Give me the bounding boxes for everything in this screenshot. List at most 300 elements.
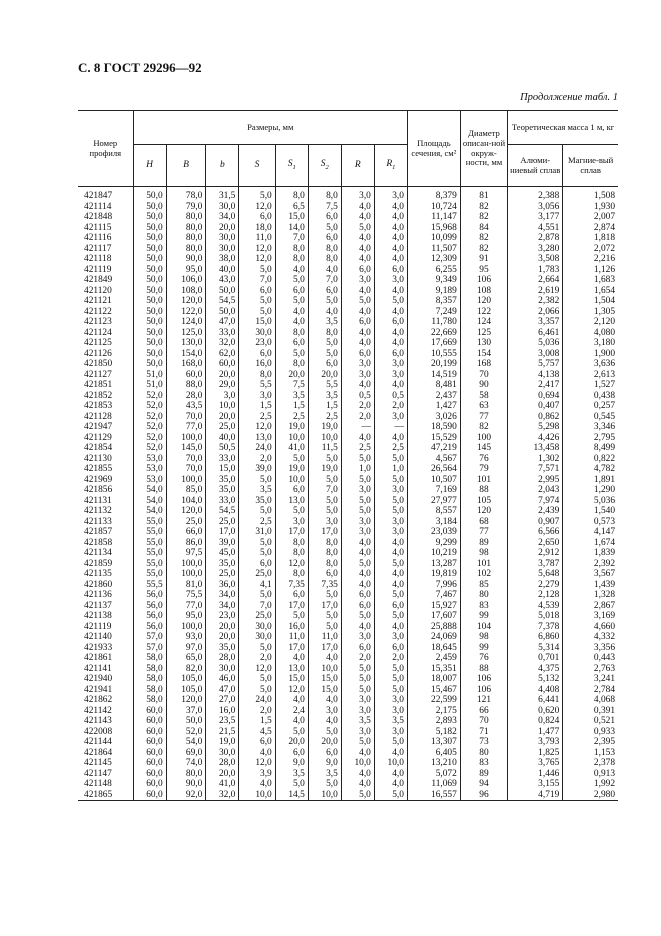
cell-area: 15,529 xyxy=(407,433,460,444)
cell-mass-magnesium: 2,392 xyxy=(563,559,618,570)
cell-mass-aluminum: 2,619 xyxy=(508,286,563,297)
cell-mass-aluminum: 2,664 xyxy=(508,275,563,286)
cell-diameter: 82 xyxy=(460,212,507,223)
cell-mass-aluminum: 2,066 xyxy=(508,307,563,318)
cell-b: 34,0 xyxy=(206,590,239,601)
cell-mass-magnesium: 2,784 xyxy=(563,685,618,696)
cell-S: 4,1 xyxy=(239,580,275,591)
cell-R: 6,0 xyxy=(341,590,374,601)
cell-b: 20,0 xyxy=(206,769,239,780)
cell-area: 10,555 xyxy=(407,349,460,360)
cell-mass-aluminum: 6,461 xyxy=(508,328,563,339)
table-row xyxy=(78,223,618,234)
cell-mass-aluminum: 2,650 xyxy=(508,538,563,549)
cell-mass-magnesium: 4,147 xyxy=(563,527,618,538)
cell-diameter: 124 xyxy=(460,317,507,328)
cell-mass-magnesium: 1,439 xyxy=(563,580,618,591)
cell-diameter: 130 xyxy=(460,338,507,349)
cell-R: 6,0 xyxy=(341,601,374,612)
cell-S1: 19,0 xyxy=(275,464,308,475)
cell-R: 0,5 xyxy=(341,391,374,402)
cell-b: 21,5 xyxy=(206,727,239,738)
cell-diameter: 66 xyxy=(460,706,507,717)
cell-S1: 8,0 xyxy=(275,187,308,202)
table-row xyxy=(78,485,618,496)
table-row xyxy=(78,758,618,769)
cell-diameter: 101 xyxy=(460,559,507,570)
cell-S1: 3,5 xyxy=(275,391,308,402)
cell-R: 4,0 xyxy=(341,622,374,633)
cell-R: 3,0 xyxy=(341,485,374,496)
cell-area: 13,287 xyxy=(407,559,460,570)
cell-b: 47,0 xyxy=(206,685,239,696)
cell-S2: 1,5 xyxy=(308,401,341,412)
cell-H: 50,0 xyxy=(133,212,166,223)
cell-mass-magnesium: 1,839 xyxy=(563,548,618,559)
cell-S: 7,0 xyxy=(239,275,275,286)
table-row xyxy=(78,391,618,402)
cell-R1: 4,0 xyxy=(374,233,407,244)
cell-b: 20,0 xyxy=(206,412,239,423)
header-S2: $S_2$ xyxy=(308,145,341,187)
cell-B: 70,0 xyxy=(166,412,206,423)
cell-area: 18,590 xyxy=(407,422,460,433)
table-row xyxy=(78,443,618,454)
cell-S1: 6,0 xyxy=(275,748,308,759)
cell-diameter: 77 xyxy=(460,527,507,538)
cell-S2: 3,0 xyxy=(308,517,341,528)
cell-B: 65,0 xyxy=(166,653,206,664)
table-row xyxy=(78,769,618,780)
cell-b: 50,0 xyxy=(206,286,239,297)
cell-H: 56,0 xyxy=(133,590,166,601)
cell-R1: 1,0 xyxy=(374,464,407,475)
table-row xyxy=(78,674,618,685)
cell-B: 120,0 xyxy=(166,506,206,517)
cell-b: 28,0 xyxy=(206,653,239,664)
cell-mass-magnesium: 1,900 xyxy=(563,349,618,360)
cell-mass-magnesium: 1,504 xyxy=(563,296,618,307)
cell-S1: 8,0 xyxy=(275,569,308,580)
cell-S2: 7,5 xyxy=(308,202,341,213)
cell-R: 4,0 xyxy=(341,307,374,318)
cell-B: 52,0 xyxy=(166,727,206,738)
cell-S1: 6,0 xyxy=(275,590,308,601)
cell-R: 3,0 xyxy=(341,370,374,381)
cell-b: 20,0 xyxy=(206,223,239,234)
cell-R1: 3,0 xyxy=(374,370,407,381)
cell-mass-aluminum: 3,765 xyxy=(508,758,563,769)
cell-H: 52,0 xyxy=(133,391,166,402)
cell-R1: 4,0 xyxy=(374,748,407,759)
table-row xyxy=(78,569,618,580)
cell-S1: 3,5 xyxy=(275,769,308,780)
cell-S2: 5,0 xyxy=(308,454,341,465)
cell-profile-number: 421125 xyxy=(84,338,112,348)
table-row xyxy=(78,307,618,318)
cell-R: 4,0 xyxy=(341,380,374,391)
cell-area: 25,888 xyxy=(407,622,460,633)
cell-profile-number: 421122 xyxy=(84,306,112,317)
cell-R: 3,0 xyxy=(341,275,374,286)
cell-mass-aluminum: 5,757 xyxy=(508,359,563,370)
cell-area: 18,645 xyxy=(407,643,460,654)
cell-S: 6,0 xyxy=(239,349,275,360)
table-row xyxy=(78,475,618,486)
cell-B: 90,0 xyxy=(166,779,206,790)
cell-profile-number: 421145 xyxy=(84,758,112,768)
cell-mass-magnesium: 2,795 xyxy=(563,433,618,444)
cell-S1: 5,0 xyxy=(275,349,308,360)
cell-R: 4,0 xyxy=(341,338,374,349)
table-row xyxy=(78,559,618,570)
cell-mass-aluminum: 5,314 xyxy=(508,643,563,654)
cell-area: 19,819 xyxy=(407,569,460,580)
cell-diameter: 168 xyxy=(460,359,507,370)
table-row xyxy=(78,233,618,244)
cell-mass-magnesium: 1,290 xyxy=(563,485,618,496)
cell-b: 40,0 xyxy=(206,265,239,276)
cell-mass-magnesium: 0,257 xyxy=(563,401,618,412)
cell-S1: 12,0 xyxy=(275,685,308,696)
cell-profile-number: 421858 xyxy=(84,537,113,548)
cell-diameter: 105 xyxy=(460,496,507,507)
cell-S2: 5,0 xyxy=(308,475,341,486)
cell-b: 35,0 xyxy=(206,643,239,654)
cell-mass-magnesium: 0,443 xyxy=(563,653,618,664)
cell-profile-number: 422008 xyxy=(84,726,113,737)
cell-diameter: 71 xyxy=(460,727,507,738)
cell-mass-magnesium: 2,980 xyxy=(563,790,618,801)
cell-R1: 5,0 xyxy=(374,496,407,507)
cell-R1: 5,0 xyxy=(374,506,407,517)
cell-B: 105,0 xyxy=(166,685,206,696)
cell-area: 12,309 xyxy=(407,254,460,265)
cell-S2: 17,0 xyxy=(308,601,341,612)
cell-S2: 5,0 xyxy=(308,506,341,517)
cell-H: 58,0 xyxy=(133,674,166,685)
cell-S: 3,9 xyxy=(239,769,275,780)
cell-b: 54,5 xyxy=(206,296,239,307)
cell-mass-aluminum: 6,860 xyxy=(508,632,563,643)
cell-S: 5,0 xyxy=(239,296,275,307)
table-row xyxy=(78,727,618,738)
cell-B: 78,0 xyxy=(166,187,206,202)
cell-S: 30,0 xyxy=(239,622,275,633)
cell-b: 34,0 xyxy=(206,601,239,612)
cell-B: 85,0 xyxy=(166,485,206,496)
cell-b: 36,0 xyxy=(206,580,239,591)
cell-area: 4,567 xyxy=(407,454,460,465)
cell-S: 6,0 xyxy=(239,737,275,748)
cell-S: 7,0 xyxy=(239,601,275,612)
cell-B: 37,0 xyxy=(166,706,206,717)
cell-area: 3,026 xyxy=(407,412,460,423)
cell-R: 3,0 xyxy=(341,527,374,538)
cell-B: 108,0 xyxy=(166,286,206,297)
cell-B: 69,0 xyxy=(166,748,206,759)
cell-profile-number: 421141 xyxy=(84,663,112,674)
cell-S: 5,0 xyxy=(239,506,275,517)
cell-mass-aluminum: 4,408 xyxy=(508,685,563,696)
cell-H: 60,0 xyxy=(133,779,166,790)
cell-R: 5,0 xyxy=(341,737,374,748)
cell-S1: 7,5 xyxy=(275,380,308,391)
cell-mass-magnesium: 1,126 xyxy=(563,265,618,276)
cell-b: 33,0 xyxy=(206,328,239,339)
cell-profile-number: 421144 xyxy=(84,737,112,747)
cell-R1: 6,0 xyxy=(374,349,407,360)
cell-b: 29,0 xyxy=(206,380,239,391)
cell-S1: 4,0 xyxy=(275,317,308,328)
cell-b: 30,0 xyxy=(206,233,239,244)
cell-mass-aluminum: 1,477 xyxy=(508,727,563,738)
cell-S2: 7,35 xyxy=(308,580,341,591)
cell-B: 100,0 xyxy=(166,559,206,570)
cell-profile-number: 421859 xyxy=(84,558,113,569)
cell-R1: 6,0 xyxy=(374,601,407,612)
cell-profile-number: 421115 xyxy=(84,222,112,233)
cell-R1: 6,0 xyxy=(374,265,407,276)
cell-S: 18,0 xyxy=(239,223,275,234)
cell-b: 43,0 xyxy=(206,275,239,286)
cell-S: 6,0 xyxy=(239,212,275,223)
cell-b: 38,0 xyxy=(206,254,239,265)
cell-profile-number: 421138 xyxy=(84,611,112,621)
cell-diameter: 98 xyxy=(460,548,507,559)
cell-S1: 4,0 xyxy=(275,653,308,664)
cell-H: 52,0 xyxy=(133,412,166,423)
table-row xyxy=(78,254,618,265)
cell-H: 58,0 xyxy=(133,653,166,664)
cell-mass-aluminum: 3,787 xyxy=(508,559,563,570)
cell-area: 24,069 xyxy=(407,632,460,643)
cell-b: 30,0 xyxy=(206,244,239,255)
cell-S: 5,0 xyxy=(239,643,275,654)
table-row xyxy=(78,611,618,622)
cell-B: 80,0 xyxy=(166,244,206,255)
cell-S1: 8,0 xyxy=(275,538,308,549)
cell-mass-aluminum: 0,824 xyxy=(508,716,563,727)
cell-R: 4,0 xyxy=(341,769,374,780)
cell-mass-aluminum: 2,439 xyxy=(508,506,563,517)
cell-diameter: 99 xyxy=(460,643,507,654)
cell-S: 4,0 xyxy=(239,748,275,759)
cell-S1: 8,0 xyxy=(275,359,308,370)
cell-diameter: 106 xyxy=(460,674,507,685)
cell-R1: 5,0 xyxy=(374,590,407,601)
cell-mass-aluminum: 0,407 xyxy=(508,401,563,412)
cell-diameter: 70 xyxy=(460,370,507,381)
cell-diameter: 80 xyxy=(460,590,507,601)
cell-area: 8,379 xyxy=(407,187,460,202)
cell-S1: 14,0 xyxy=(275,223,308,234)
cell-B: 70,0 xyxy=(166,454,206,465)
cell-H: 60,0 xyxy=(133,748,166,759)
cell-S2: 10,0 xyxy=(308,433,341,444)
cell-S1: 13,0 xyxy=(275,496,308,507)
cell-S2: 15,0 xyxy=(308,685,341,696)
cell-profile-number: 421864 xyxy=(84,747,113,758)
cell-S1: 5,0 xyxy=(275,611,308,622)
cell-B: 92,0 xyxy=(166,790,206,801)
cell-R: 5,0 xyxy=(341,611,374,622)
cell-H: 52,0 xyxy=(133,422,166,433)
cell-b: 25,0 xyxy=(206,517,239,528)
cell-S2: 6,0 xyxy=(308,286,341,297)
cell-mass-magnesium: 1,674 xyxy=(563,538,618,549)
cell-B: 80,0 xyxy=(166,233,206,244)
cell-S1: 5,0 xyxy=(275,275,308,286)
cell-profile-number: 421861 xyxy=(84,653,113,663)
table-row xyxy=(78,422,618,433)
cell-mass-aluminum: 4,719 xyxy=(508,790,563,801)
header-aluminum: Алюми-ниевый сплав xyxy=(508,145,563,187)
cell-mass-aluminum: 0,694 xyxy=(508,391,563,402)
cell-S2: 4,0 xyxy=(308,653,341,664)
cell-S1: 4,0 xyxy=(275,307,308,318)
cell-S1: 6,0 xyxy=(275,338,308,349)
cell-mass-magnesium: 3,169 xyxy=(563,611,618,622)
cell-mass-aluminum: 2,995 xyxy=(508,475,563,486)
cell-B: 81,0 xyxy=(166,580,206,591)
cell-H: 52,0 xyxy=(133,401,166,412)
cell-profile-number: 421933 xyxy=(84,642,113,653)
cell-R1: 3,0 xyxy=(374,706,407,717)
cell-diameter: 122 xyxy=(460,307,507,318)
cell-S2: 8,0 xyxy=(308,187,341,202)
cell-S: 5,0 xyxy=(239,685,275,696)
cell-H: 50,0 xyxy=(133,349,166,360)
cell-H: 54,0 xyxy=(133,496,166,507)
cell-R1: 5,0 xyxy=(374,475,407,486)
table-row xyxy=(78,265,618,276)
cell-B: 86,0 xyxy=(166,538,206,549)
cell-diameter: 104 xyxy=(460,622,507,633)
cell-S1: 10,0 xyxy=(275,475,308,486)
cell-b: 62,0 xyxy=(206,349,239,360)
cell-S1: 9,0 xyxy=(275,758,308,769)
header-R1: $R_1$ xyxy=(374,145,407,187)
cell-S: 5,0 xyxy=(239,548,275,559)
cell-S: 24,0 xyxy=(239,695,275,706)
cell-H: 50,0 xyxy=(133,328,166,339)
cell-mass-magnesium: 0,822 xyxy=(563,454,618,465)
cell-mass-aluminum: 2,417 xyxy=(508,380,563,391)
cell-B: 168,0 xyxy=(166,359,206,370)
cell-b: 35,0 xyxy=(206,475,239,486)
table-row xyxy=(78,517,618,528)
cell-H: 56,0 xyxy=(133,601,166,612)
cell-S1: 15,0 xyxy=(275,674,308,685)
cell-R1: 4,0 xyxy=(374,569,407,580)
cell-R: 6,0 xyxy=(341,643,374,654)
cell-S1: 4,0 xyxy=(275,695,308,706)
cell-H: 50,0 xyxy=(133,187,166,202)
cell-b: 17,0 xyxy=(206,527,239,538)
cell-S2: 6,0 xyxy=(308,212,341,223)
cell-R1: 3,0 xyxy=(374,412,407,423)
cell-profile-number: 421129 xyxy=(84,432,112,443)
cell-B: 154,0 xyxy=(166,349,206,360)
table-row xyxy=(78,664,618,675)
table-row xyxy=(78,706,618,717)
cell-mass-aluminum: 13,458 xyxy=(508,443,563,454)
cell-diameter: 145 xyxy=(460,443,507,454)
cell-diameter: 76 xyxy=(460,454,507,465)
cell-area: 17,669 xyxy=(407,338,460,349)
cell-diameter: 98 xyxy=(460,632,507,643)
cell-S2: 5,0 xyxy=(308,496,341,507)
cell-diameter: 154 xyxy=(460,349,507,360)
cell-R1: 3,0 xyxy=(374,275,407,286)
cell-S: 5,0 xyxy=(239,674,275,685)
cell-diameter: 89 xyxy=(460,769,507,780)
cell-mass-aluminum: 6,441 xyxy=(508,695,563,706)
cell-S2: 8,0 xyxy=(308,538,341,549)
cell-S2: 5,0 xyxy=(308,338,341,349)
cell-R1: 4,0 xyxy=(374,380,407,391)
header-B: B xyxy=(166,145,206,187)
cell-mass-magnesium: 0,545 xyxy=(563,412,618,423)
cell-S1: 5,0 xyxy=(275,296,308,307)
cell-mass-aluminum: 5,298 xyxy=(508,422,563,433)
cell-S1: 6,0 xyxy=(275,286,308,297)
cell-mass-aluminum: 3,508 xyxy=(508,254,563,265)
cell-mass-magnesium: 2,763 xyxy=(563,664,618,675)
cell-profile-number: 421126 xyxy=(84,348,112,359)
cell-R1: 3,0 xyxy=(374,187,407,202)
cell-profile-number: 421132 xyxy=(84,506,112,516)
cell-mass-aluminum: 4,426 xyxy=(508,433,563,444)
cell-mass-magnesium: 4,782 xyxy=(563,464,618,475)
cell-R1: — xyxy=(374,422,407,433)
cell-b: 50,5 xyxy=(206,443,239,454)
cell-H: 50,0 xyxy=(133,233,166,244)
cell-area: 13,210 xyxy=(407,758,460,769)
cell-diameter: 121 xyxy=(460,695,507,706)
cell-H: 53,0 xyxy=(133,464,166,475)
cell-R: 5,0 xyxy=(341,223,374,234)
cell-b: 35,0 xyxy=(206,559,239,570)
cell-H: 58,0 xyxy=(133,695,166,706)
cell-mass-aluminum: 2,382 xyxy=(508,296,563,307)
cell-R1: 4,0 xyxy=(374,538,407,549)
cell-S1: 5,0 xyxy=(275,727,308,738)
cell-S2: 10,0 xyxy=(308,664,341,675)
cell-area: 13,307 xyxy=(407,737,460,748)
cell-area: 9,349 xyxy=(407,275,460,286)
cell-area: 11,780 xyxy=(407,317,460,328)
cell-diameter: 82 xyxy=(460,422,507,433)
header-mass: Теоретическая масса 1 м, кг xyxy=(508,111,618,145)
cell-R: 5,0 xyxy=(341,674,374,685)
cell-profile-number: 421114 xyxy=(84,201,112,212)
cell-diameter: 76 xyxy=(460,653,507,664)
cell-R: 4,0 xyxy=(341,569,374,580)
header-magnesium: Магние-вый сплав xyxy=(563,145,618,187)
cell-S1: 41,0 xyxy=(275,443,308,454)
cell-S1: 2,4 xyxy=(275,706,308,717)
cell-R: 3,5 xyxy=(341,716,374,727)
cell-R: 3,0 xyxy=(341,359,374,370)
cell-R: 4,0 xyxy=(341,748,374,759)
table-row xyxy=(78,202,618,213)
cell-R1: 2,0 xyxy=(374,653,407,664)
cell-H: 56,0 xyxy=(133,622,166,633)
cell-S: 35,0 xyxy=(239,496,275,507)
cell-diameter: 84 xyxy=(460,223,507,234)
